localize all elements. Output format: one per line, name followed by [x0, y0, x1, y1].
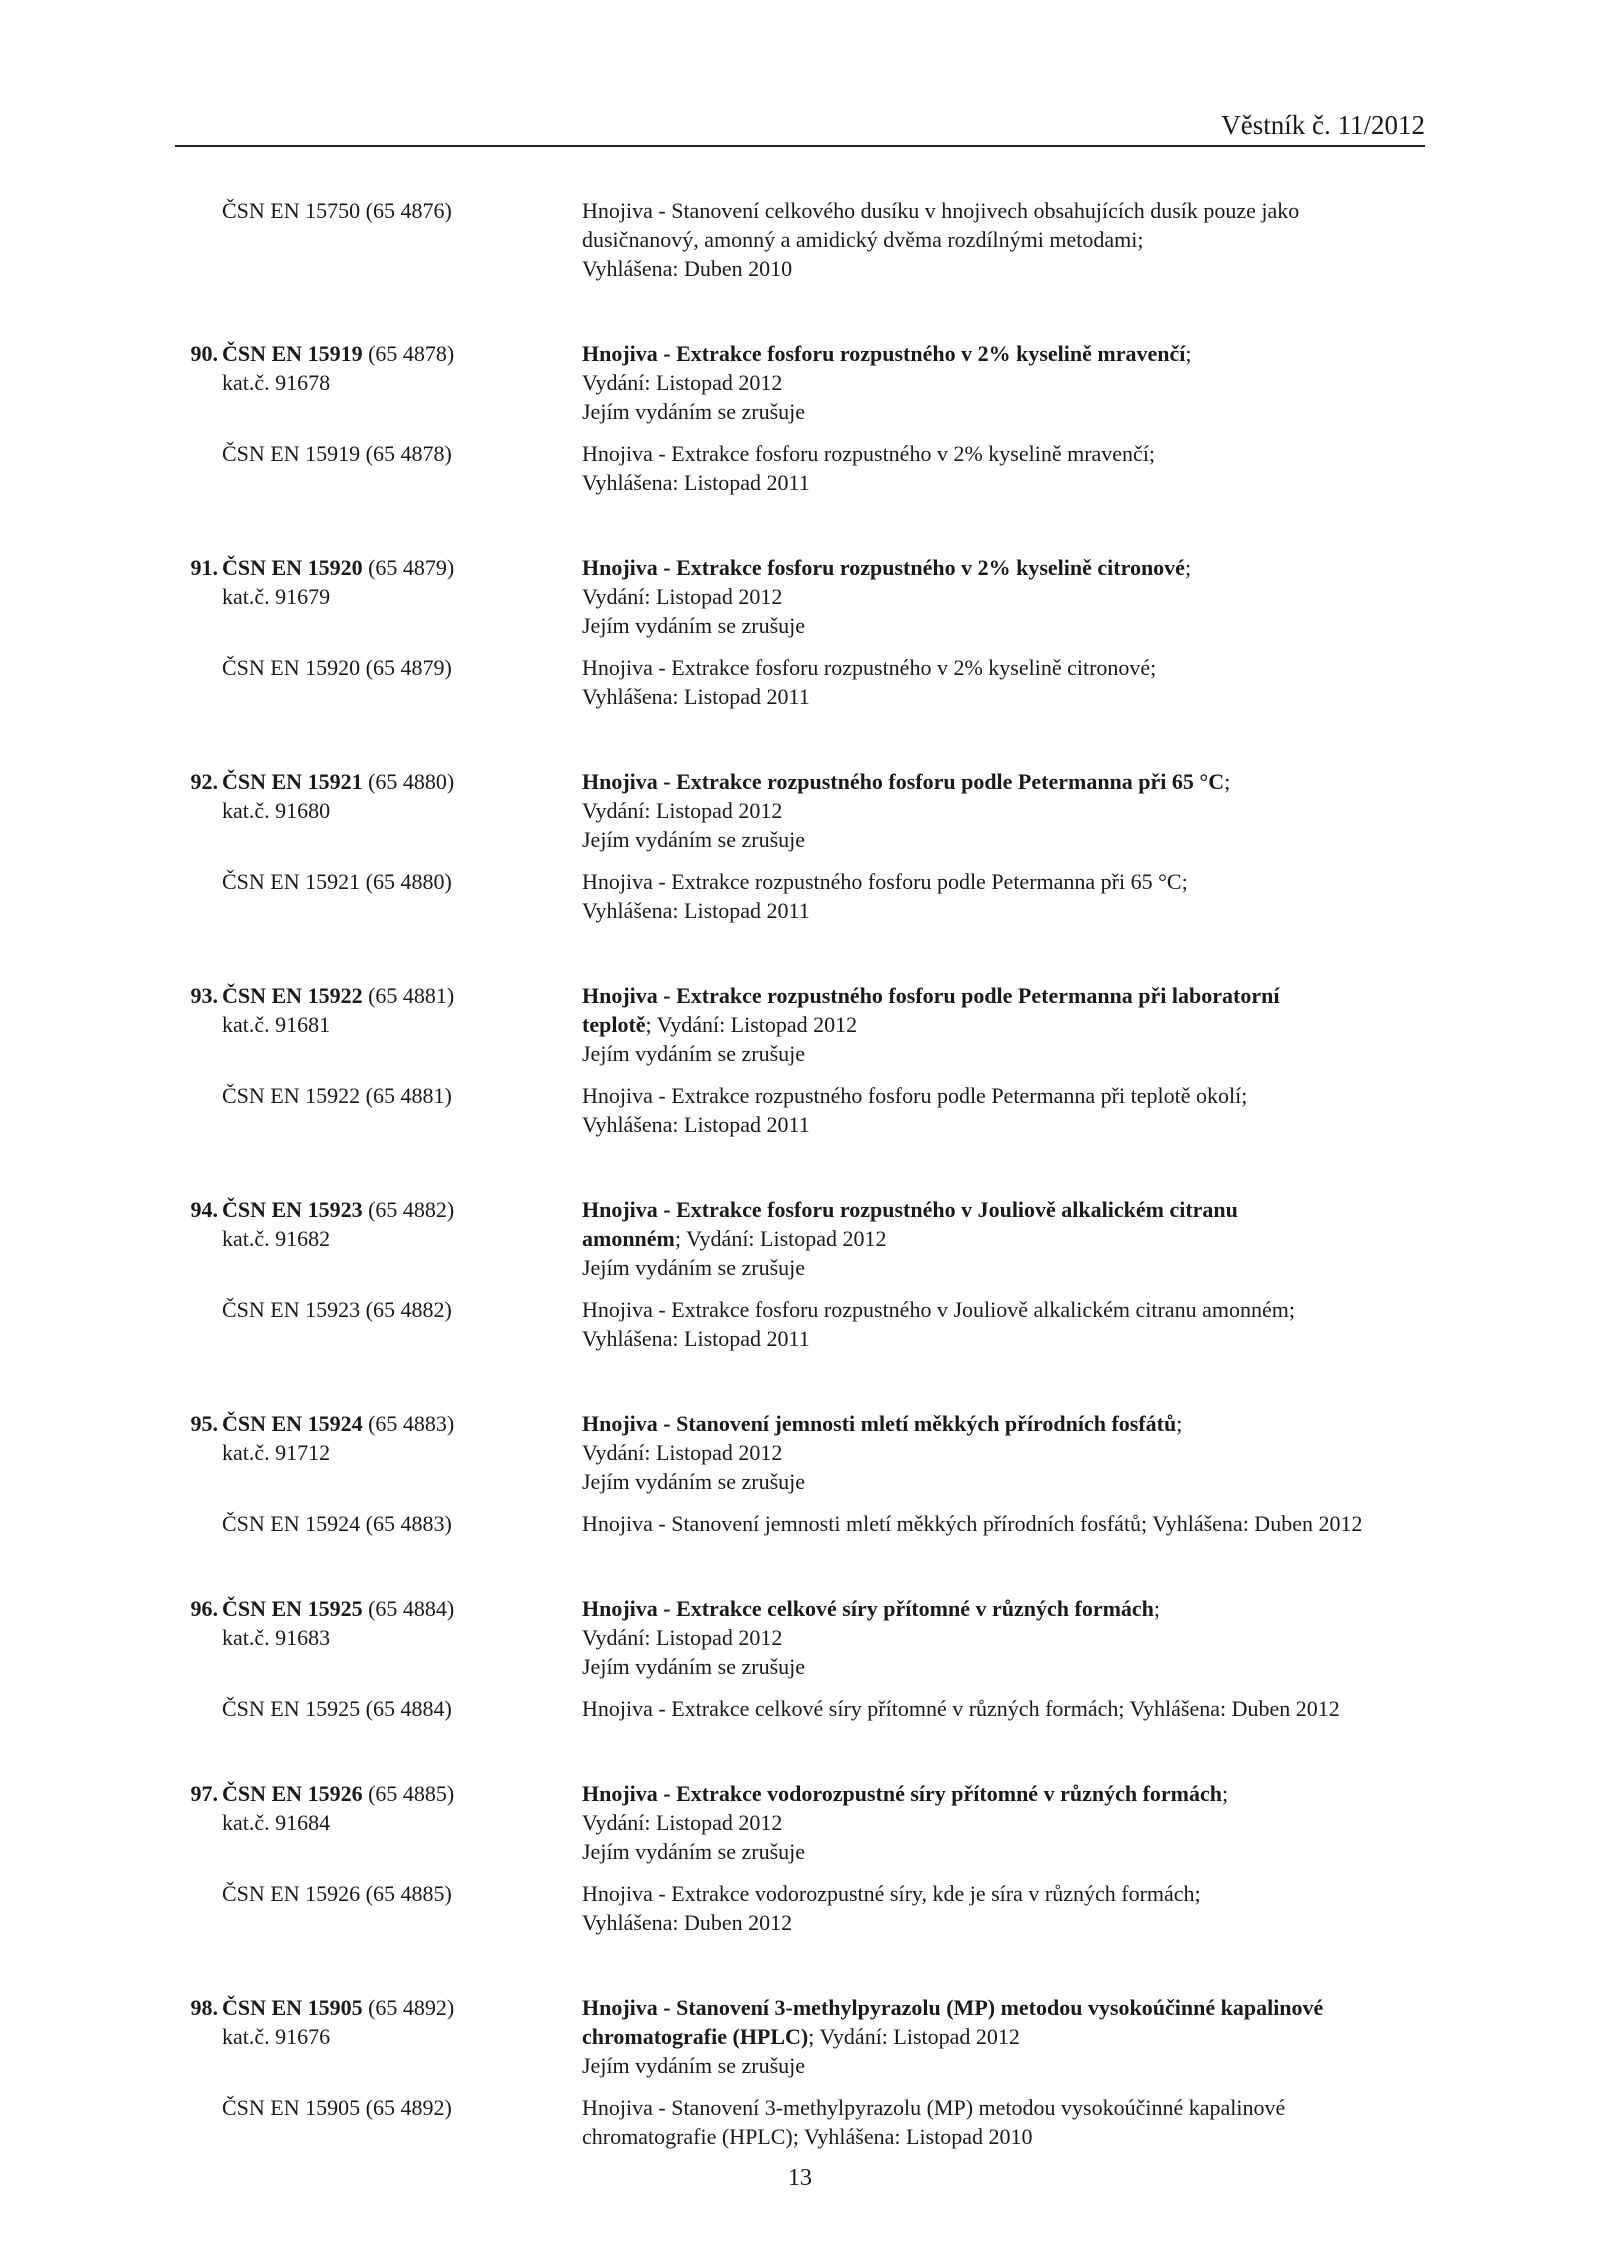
- new-standard-ref: [0, 339, 582, 426]
- standard-title: Hnojiva - Extrakce rozpustného fosforu podle Petermanna při 65 °C: [582, 769, 1225, 794]
- replaced-standard-code: ČSN EN 15921 (65 4880): [222, 869, 452, 894]
- class-code: (65 4885): [362, 1781, 455, 1806]
- standard-title-continued: teplotě: [582, 1012, 646, 1037]
- cancellation-note: Jejím vydáním se zrušuje: [582, 2053, 806, 2078]
- replaced-standard-code: ČSN EN 15919 (65 4878): [222, 441, 452, 466]
- catalog-number: kat.č. 91681: [222, 1012, 331, 1037]
- standard-title: Hnojiva - Extrakce fosforu rozpustného v 2% kyselině citronové: [582, 555, 1185, 580]
- cancellation-note: Jejím vydáním se zrušuje: [582, 613, 806, 638]
- new-standard-description: [582, 1195, 1432, 1282]
- header-rule: [175, 145, 1425, 147]
- issue-date: Vydání: Listopad 2012: [582, 584, 783, 609]
- replaced-standard-code: ČSN EN 15922 (65 4881): [222, 1083, 452, 1108]
- standard-title: Hnojiva - Stanovení jemnosti mletí měkkých přírodních fosfátů: [582, 1411, 1177, 1436]
- new-standard-ref: [0, 981, 582, 1068]
- class-code: (65 4892): [362, 1995, 455, 2020]
- entry-number: 91.: [190, 555, 218, 580]
- replaced-standard-description: Hnojiva - Extrakce rozpustného fosforu podle Petermanna při 65 °C; Vyhlášena: Listopad 2011: [582, 869, 1188, 923]
- issue-date: Vydání: Listopad 2012: [582, 1625, 783, 1650]
- entry-number: 92.: [190, 769, 218, 794]
- new-standard-ref: [0, 553, 582, 640]
- standard-entry: [0, 339, 1600, 497]
- standard-title: Hnojiva - Extrakce fosforu rozpustného v 2% kyselině mravenčí: [582, 341, 1186, 366]
- standard-title-continued: chromatografie (HPLC): [582, 2024, 809, 2049]
- entry-number: 95.: [190, 1411, 218, 1436]
- issue-date: ; Vydání: Listopad 2012: [674, 1226, 887, 1251]
- issue-date: ; Vydání: Listopad 2012: [645, 1012, 858, 1037]
- new-standard-ref: [0, 1779, 582, 1866]
- catalog-number: kat.č. 91683: [222, 1625, 331, 1650]
- standard-code: ČSN EN 15921: [222, 769, 363, 794]
- entry-number: 90.: [190, 341, 218, 366]
- standard-entry: [0, 1993, 1600, 2151]
- replaced-standard-description: Hnojiva - Extrakce fosforu rozpustného v 2% kyselině mravenčí; Vyhlášena: Listopad 2011: [582, 441, 1156, 495]
- standard-code: ČSN EN 15919: [222, 341, 363, 366]
- new-standard-ref: [0, 1195, 582, 1282]
- standard-code: ČSN EN 15925: [222, 1596, 363, 1621]
- replaced-standard-description: Hnojiva - Extrakce fosforu rozpustného v 2% kyselině citronové; Vyhlášena: Listopad 2011: [582, 655, 1157, 709]
- standard-entry: [0, 981, 1600, 1139]
- cancellation-note: Jejím vydáním se zrušuje: [582, 1654, 806, 1679]
- new-standard-description: [582, 981, 1432, 1068]
- replaced-standard-description: Hnojiva - Extrakce rozpustného fosforu podle Petermanna při teplotě okolí; Vyhlášena: Listopad 2011: [582, 1083, 1248, 1137]
- cancellation-note: Jejím vydáním se zrušuje: [582, 1255, 806, 1280]
- standard-entry: [0, 553, 1600, 711]
- issue-date: Vydání: Listopad 2012: [582, 798, 783, 823]
- standard-entry: [0, 1195, 1600, 1353]
- catalog-number: kat.č. 91676: [222, 2024, 331, 2049]
- replaced-standard-code: ČSN EN 15925 (65 4884): [222, 1696, 452, 1721]
- replaced-standard-description: Hnojiva - Stanovení jemnosti mletí měkkých přírodních fosfátů; Vyhlášena: Duben 2012: [582, 1511, 1363, 1536]
- standard-entry: [0, 1409, 1600, 1538]
- page-number: 13: [788, 2165, 812, 2191]
- catalog-number: kat.č. 91680: [222, 798, 331, 823]
- standard-title: Hnojiva - Extrakce fosforu rozpustného v Jouliově alkalickém citranu: [582, 1197, 1238, 1222]
- replaced-standard-description: Hnojiva - Extrakce fosforu rozpustného v Jouliově alkalickém citranu amonném; Vyhlášena: Listopad 2011: [582, 1297, 1295, 1351]
- cancellation-note: Jejím vydáním se zrušuje: [582, 827, 806, 852]
- standard-code: ČSN EN 15905: [222, 1995, 363, 2020]
- cancellation-note: Jejím vydáním se zrušuje: [582, 1839, 806, 1864]
- class-code: (65 4878): [362, 341, 455, 366]
- standard-title: Hnojiva - Stanovení 3-methylpyrazolu (MP) metodou vysokoúčinné kapalinové: [582, 1995, 1324, 2020]
- class-code: (65 4881): [362, 983, 455, 1008]
- issue-date: Vydání: Listopad 2012: [582, 1440, 783, 1465]
- class-code: (65 4879): [362, 555, 455, 580]
- replaced-standard-description: Hnojiva - Extrakce celkové síry přítomné v různých formách; Vyhlášena: Duben 2012: [582, 1696, 1340, 1721]
- standard-code: ČSN EN 15920: [222, 555, 363, 580]
- standards-list: [0, 196, 1600, 2207]
- standard-code: ČSN EN 15923: [222, 1197, 363, 1222]
- standard-title: Hnojiva - Extrakce vodorozpustné síry přítomné v různých formách: [582, 1781, 1222, 1806]
- new-standard-description: Hnojiva - Extrakce celkové síry přítomné v různých formách; Vydání: Listopad 2012 Jejím vydáním se zrušuje: [582, 1594, 1432, 1681]
- new-standard-ref: [0, 1594, 582, 1681]
- class-code: (65 4883): [362, 1411, 455, 1436]
- replaced-standard-code: ČSN EN 15924 (65 4883): [222, 1511, 452, 1536]
- cancellation-note: Jejím vydáním se zrušuje: [582, 1041, 806, 1066]
- catalog-number: kat.č. 91678: [222, 370, 331, 395]
- issue-date: Vydání: Listopad 2012: [582, 370, 783, 395]
- replaced-standard-code: ČSN EN 15905 (65 4892): [222, 2095, 452, 2120]
- standard-code: ČSN EN 15750 (65 4876): [222, 198, 452, 223]
- new-standard-ref: [0, 1409, 582, 1496]
- standard-title-continued: amonném: [582, 1226, 675, 1251]
- new-standard-description: Hnojiva - Extrakce rozpustného fosforu podle Petermanna při 65 °C; Vydání: Listopad 2012 Jejím vydáním se zrušuje: [582, 767, 1432, 854]
- entry-number: 96.: [190, 1596, 218, 1621]
- class-code: (65 4884): [362, 1596, 455, 1621]
- catalog-number: kat.č. 91682: [222, 1226, 331, 1251]
- replaced-standard-code: ČSN EN 15923 (65 4882): [222, 1297, 452, 1322]
- new-standard-description: Hnojiva - Extrakce vodorozpustné síry přítomné v různých formách; Vydání: Listopad 2012 Jejím vydáním se zrušuje: [582, 1779, 1432, 1866]
- cancellation-note: Jejím vydáním se zrušuje: [582, 399, 806, 424]
- entries-container: [0, 339, 1600, 2151]
- issue-date: ; Vydání: Listopad 2012: [808, 2024, 1020, 2049]
- entry-number: 93.: [190, 983, 218, 1008]
- standard-code: ČSN EN 15922: [222, 983, 363, 1008]
- continued-entry: [0, 196, 1600, 283]
- cancellation-note: Jejím vydáním se zrušuje: [582, 1469, 806, 1494]
- new-standard-description: Hnojiva - Extrakce fosforu rozpustného v 2% kyselině citronové; Vydání: Listopad 2012 Jejím vydáním se zrušuje: [582, 553, 1432, 640]
- standard-title: Hnojiva - Extrakce rozpustného fosforu podle Petermanna při laboratorní: [582, 983, 1280, 1008]
- replaced-standard-code: ČSN EN 15926 (65 4885): [222, 1881, 452, 1906]
- replaced-standard-description: Hnojiva - Stanovení 3-methylpyrazolu (MP) metodou vysokoúčinné kapalinové chromatografie (HPLC); Vyhlášena: Listopad 2010: [582, 2095, 1286, 2149]
- standard-code: ČSN EN 15924: [222, 1411, 363, 1436]
- entry-number: 98.: [190, 1995, 218, 2020]
- standard-entry: [0, 1779, 1600, 1937]
- new-standard-description: [582, 1993, 1432, 2080]
- replaced-standard-code: ČSN EN 15920 (65 4879): [222, 655, 452, 680]
- replaced-standard-description: Hnojiva - Extrakce vodorozpustné síry, kde je síra v různých formách; Vyhlášena: Duben 2012: [582, 1881, 1201, 1935]
- standard-entry: [0, 767, 1600, 925]
- class-code: (65 4880): [362, 769, 455, 794]
- new-standard-ref: [0, 1993, 582, 2080]
- catalog-number: kat.č. 91684: [222, 1810, 331, 1835]
- catalog-number: kat.č. 91679: [222, 584, 331, 609]
- new-standard-ref: [0, 767, 582, 854]
- new-standard-description: Hnojiva - Extrakce fosforu rozpustného v 2% kyselině mravenčí; Vydání: Listopad 2012 Jejím vydáním se zrušuje: [582, 339, 1432, 426]
- bulletin-header: Věstník č. 11/2012: [1221, 110, 1425, 140]
- standard-entry: [0, 1594, 1600, 1723]
- catalog-number: kat.č. 91712: [222, 1440, 331, 1465]
- entry-number: 94.: [190, 1197, 218, 1222]
- new-standard-description: Hnojiva - Stanovení jemnosti mletí měkkých přírodních fosfátů; Vydání: Listopad 2012 Jejím vydáním se zrušuje: [582, 1409, 1432, 1496]
- entry-number: 97.: [190, 1781, 218, 1806]
- standard-title: Hnojiva - Extrakce celkové síry přítomné v různých formách: [582, 1596, 1154, 1621]
- standard-description: Hnojiva - Stanovení celkového dusíku v hnojivech obsahujících dusík pouze jako dusičnanový, amonný a amidický dvěma rozdílnými metodami; Vyhlášena: Duben 2010: [582, 198, 1300, 281]
- class-code: (65 4882): [362, 1197, 455, 1222]
- standard-code: ČSN EN 15926: [222, 1781, 363, 1806]
- issue-date: Vydání: Listopad 2012: [582, 1810, 783, 1835]
